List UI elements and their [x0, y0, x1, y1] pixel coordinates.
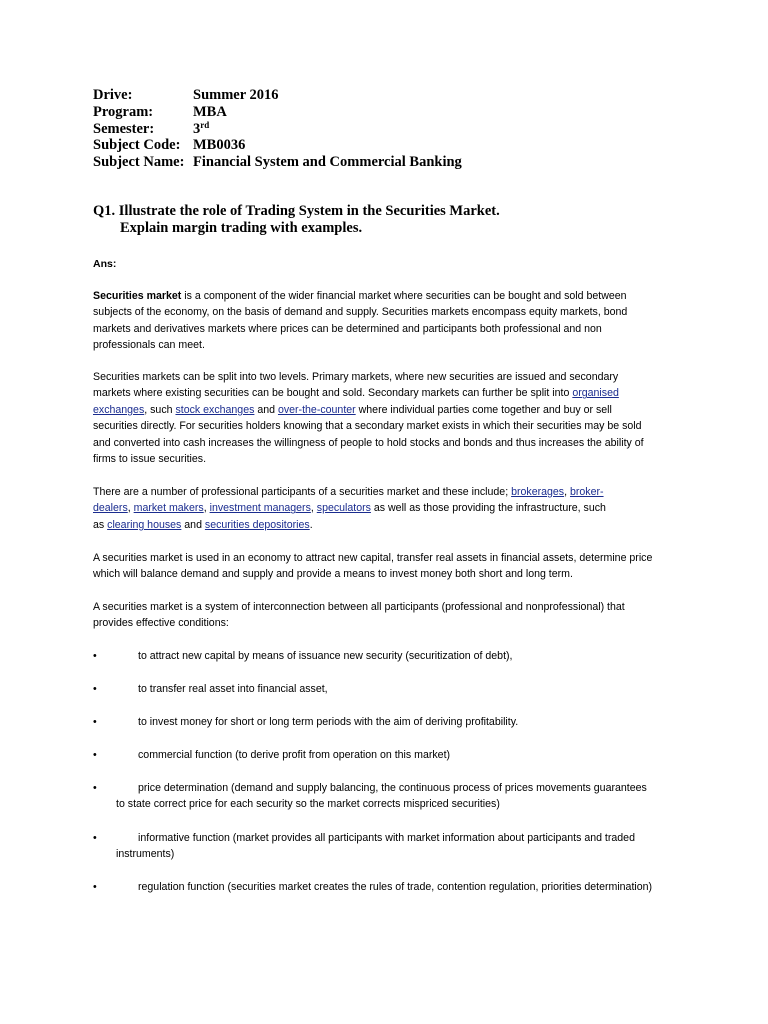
subject-code-label: Subject Code: — [93, 137, 181, 154]
assignment-header — [93, 87, 462, 171]
text-line — [93, 484, 683, 500]
link-broker-dealers[interactable]: broker- — [569, 486, 604, 498]
subject-code-value: MB0036 — [193, 137, 246, 154]
bullet-marker: • — [93, 881, 97, 893]
text-line: firms to issue securities. — [93, 453, 207, 466]
subject-name-value: Financial System and Commercial Banking — [193, 154, 462, 171]
subject-code-row — [93, 137, 462, 154]
text-line: Securities markets can be split into two levels. Primary markets, where new securities are issued and secondary — [93, 371, 619, 383]
text-span: and — [254, 403, 278, 416]
list-item-text: price determination (demand and supply balancing, the continuous process of prices movements guarantees — [138, 782, 647, 794]
text-span: where individual parties come together and buy or sell — [355, 403, 612, 416]
text-line — [93, 500, 683, 516]
bullet-marker: • — [93, 782, 97, 794]
subject-name-row — [93, 154, 462, 171]
text-line — [93, 385, 683, 401]
bullet-marker: • — [93, 832, 97, 844]
subject-name-label: Subject Name: — [93, 154, 185, 171]
link-organised-exchanges-cont[interactable]: exchanges — [93, 403, 145, 416]
text-span: There are a number of professional participants of a securities market and these include; — [93, 486, 512, 498]
program-label: Program: — [93, 103, 154, 120]
semester-row — [93, 121, 462, 138]
list-item-text: commercial function (to derive profit from operation on this market) — [138, 749, 451, 761]
text-span: , — [127, 502, 134, 515]
list-item-text: informative function (market provides all participants with market information about participants and traded — [138, 832, 635, 844]
bullet-marker: • — [93, 650, 97, 662]
bullet-marker: • — [93, 683, 97, 695]
text-line: securities directly. For securities holders knowing that a secondary market exists in which their securities may be sold — [93, 420, 642, 433]
program-row — [93, 104, 462, 121]
text-span: as — [93, 518, 108, 531]
drive-label: Drive: — [93, 87, 133, 103]
link-broker-dealers-cont[interactable]: dealers — [93, 502, 128, 515]
question-line-1: Q1. Illustrate the role of Trading System in the Securities Market. — [93, 203, 500, 219]
paragraph-participants — [93, 484, 683, 533]
link-over-the-counter[interactable]: over-the-counter — [277, 403, 356, 416]
text-span: and — [181, 518, 205, 531]
semester-ordinal: rd — [200, 119, 210, 130]
paragraph-market-use — [93, 550, 683, 583]
link-investment-managers[interactable]: investment managers — [209, 502, 311, 515]
semester-number: 3 — [193, 120, 201, 137]
list-item-text: to transfer real asset into financial asset, — [138, 683, 328, 695]
list-item-text: to attract new capital by means of issuance new security (securitization of debt), — [138, 650, 513, 662]
answer-label: Ans: — [93, 258, 117, 270]
link-stock-exchanges[interactable]: stock exchanges — [175, 403, 255, 416]
text-span: is a component of the wider financial market where securities can be bought and sold between — [181, 290, 627, 302]
text-line: and converted into cash increases the willingness of people to hold stocks and bonds and thus increases the ability of — [93, 436, 644, 449]
program-value: MBA — [193, 103, 227, 120]
text-line — [93, 517, 683, 533]
text-line: subjects of the economy, on the basis of demand and supply. Securities markets encompass equity markets, bond — [93, 306, 628, 319]
drive-value: Summer 2016 — [193, 87, 279, 103]
text-line: which will balance demand and supply and provide a means to invest money both short and long term. — [93, 568, 573, 581]
link-clearing-houses[interactable]: clearing houses — [107, 518, 182, 531]
list-item-text-continued: to state correct price for each security so the market corrects mispriced securities) — [116, 798, 500, 811]
text-line: A securities market is used in an economy to attract new capital, transfer real assets in financial assets, determine price — [93, 552, 653, 564]
text-span: . — [309, 518, 313, 531]
bullet-marker: • — [93, 749, 97, 761]
question-heading — [93, 203, 500, 237]
text-line — [93, 402, 683, 418]
question-line-2: Explain margin trading with examples. — [120, 220, 363, 236]
bullet-marker: • — [93, 716, 97, 728]
link-brokerages[interactable]: brokerages — [511, 486, 565, 498]
paragraph-market-system — [93, 599, 683, 632]
text-line — [93, 288, 683, 304]
text-line: professionals can meet. — [93, 339, 205, 352]
list-item-text: to invest money for short or long term periods with the aim of deriving profitability. — [138, 716, 519, 728]
drive-row — [93, 87, 462, 104]
link-organised-exchanges[interactable]: organised — [572, 387, 619, 400]
semester-value — [193, 121, 209, 137]
list-item-text-continued: instruments) — [116, 848, 175, 861]
paragraph-market-levels — [93, 369, 683, 467]
paragraph-securities-market — [93, 288, 683, 354]
text-span: , such — [144, 403, 176, 416]
text-line: markets and derivatives markets where prices can be determined and participants both professional and non — [93, 322, 602, 335]
list-item-text: regulation function (securities market creates the rules of trade, contention regulation, priorities determination) — [138, 881, 653, 893]
text-span: , — [203, 502, 210, 515]
text-span: as well as those providing the infrastructure, such — [370, 502, 606, 515]
text-span: markets where existing securities can be bought and sold. Secondary markets can further be split into — [93, 387, 573, 400]
text-line: A securities market is a system of interconnection between all participants (professional and nonprofessional) that — [93, 601, 625, 613]
text-line: provides effective conditions: — [93, 617, 229, 630]
keyword-securities-market: Securities market — [93, 290, 182, 302]
text-span: , — [310, 502, 317, 515]
text-span: , — [564, 486, 570, 498]
semester-label: Semester: — [93, 120, 155, 137]
link-market-makers[interactable]: market makers — [133, 502, 204, 515]
link-securities-depositories[interactable]: securities depositories — [204, 518, 310, 531]
link-speculators[interactable]: speculators — [316, 502, 371, 515]
